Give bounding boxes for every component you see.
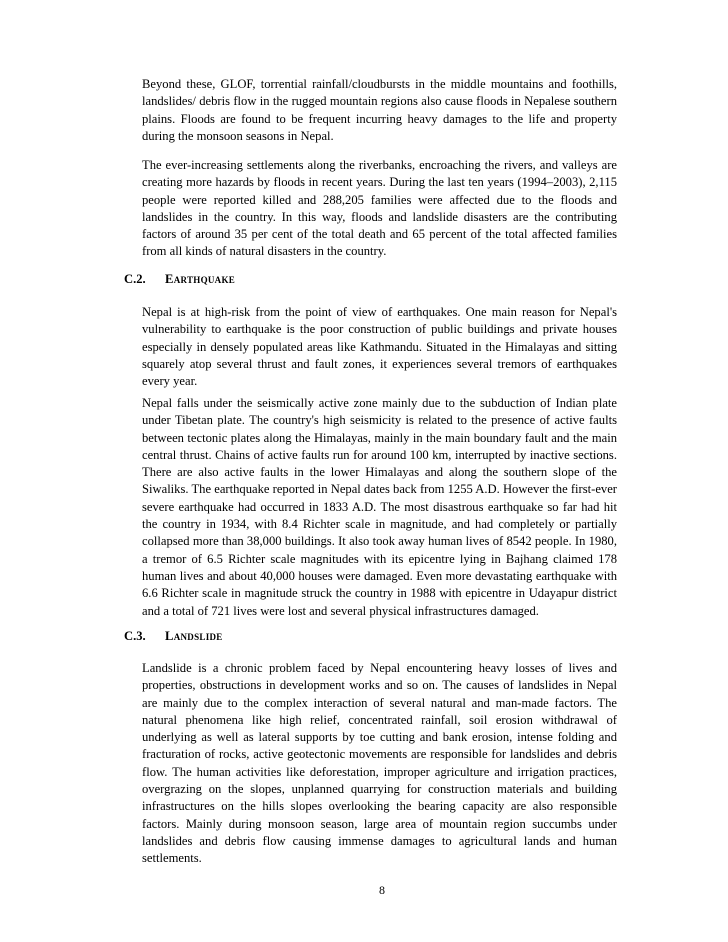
section-heading-earthquake xyxy=(124,272,235,287)
landslide-paragraph-1: Landslide is a chronic problem faced by Nepal encountering heavy losses of lives and properties, obstructions in development works and so on. The causes of landslides in Nepal are mainly due to the complex interaction of several natural and man-made factors. The natural phenomena like high relief, concentrated rainfall, soil erosion withdrawal of underlying as well as lateral supports by toe cutting and bank erosion, intense folding and fracturation of rocks, active geotectonic movements are responsible for landslides and debris flow. The human activities like deforestation, improper agriculture and irrigation practices, overgrazing on the slopes, unplanned quarrying for construction materials and building infrastructures on the hills slopes overlooking the bearing capacity are also responsible factors. Mainly during monsoon season, large area of mountain region succumbs under landslides and debris flow causing immense damages to agricultural lands and human settlements. xyxy=(142,661,617,866)
section-title: Landslide xyxy=(165,629,223,643)
section-number: C.3. xyxy=(124,629,146,643)
page-number: 8 xyxy=(379,883,385,897)
floods-paragraph-1: Beyond these, GLOF, torrential rainfall/cloudbursts in the middle mountains and foothills, landslides/ debris flow in the rugged mountain regions also cause floods in Nepalese southern plains. Floods are found to be frequent incurring heavy damages to the life and property during the monsoon seasons in Nepal. xyxy=(142,77,617,143)
earthquake-paragraph-2: Nepal falls under the seismically active zone mainly due to the subduction of Indian plate under Tibetan plate. The country's high seismicity is related to the presence of active faults between tectonic plates along the Himalayas, mainly in the main boundary fault and the main central thrust. Chains of active faults run for around 100 km, interrupted by inactive sections. There are also active faults in the lower Himalayas and along the southern slope of the Siwaliks. The earthquake reported in Nepal dates back from 1255 A.D. However the first-ever severe earthquake had occurred in 1833 A.D. The most disastrous earthquake so far had hit the country in 1934, with 8.4 Richter scale in magnitude, and had completely or partially collapsed more than 38,000 buildings. It also took away human lives of 8542 people. In 1980, a tremor of 6.5 Richter scale magnitudes with its epicentre lying in Bajhang claimed 178 human lives and about 40,000 houses were damaged. Even more devastating earthquake with 6.6 Richter scale in magnitude struck the country in 1988 with epicentre in Udayapur district and a total of 721 lives were lost and several physical infrastructures damaged. xyxy=(142,396,617,618)
floods-paragraph-2: The ever-increasing settlements along the riverbanks, encroaching the rivers, and valleys are creating more hazards by floods in recent years. During the last ten years (1994–2003), 2,115 people were reported killed and 288,205 families were affected due to the floods and landslides in the country. In this way, floods and landslide disasters are the contributing factors of around 35 per cent of the total death and 65 percent of the total affected families from all kinds of natural disasters in the country. xyxy=(142,158,617,259)
earthquake-paragraph-1: Nepal is at high-risk from the point of view of earthquakes. One main reason for Nepal's vulnerability to earthquake is the poor construction of public buildings and private houses especially in densely populated areas like Kathmandu. Situated in the Himalayas and sitting squarely atop several thrust and fault zones, it experiences several tremors of earthquakes every year. xyxy=(142,305,617,389)
section-heading-landslide xyxy=(124,629,223,644)
section-number: C.2. xyxy=(124,272,146,286)
section-title: Earthquake xyxy=(165,272,236,286)
